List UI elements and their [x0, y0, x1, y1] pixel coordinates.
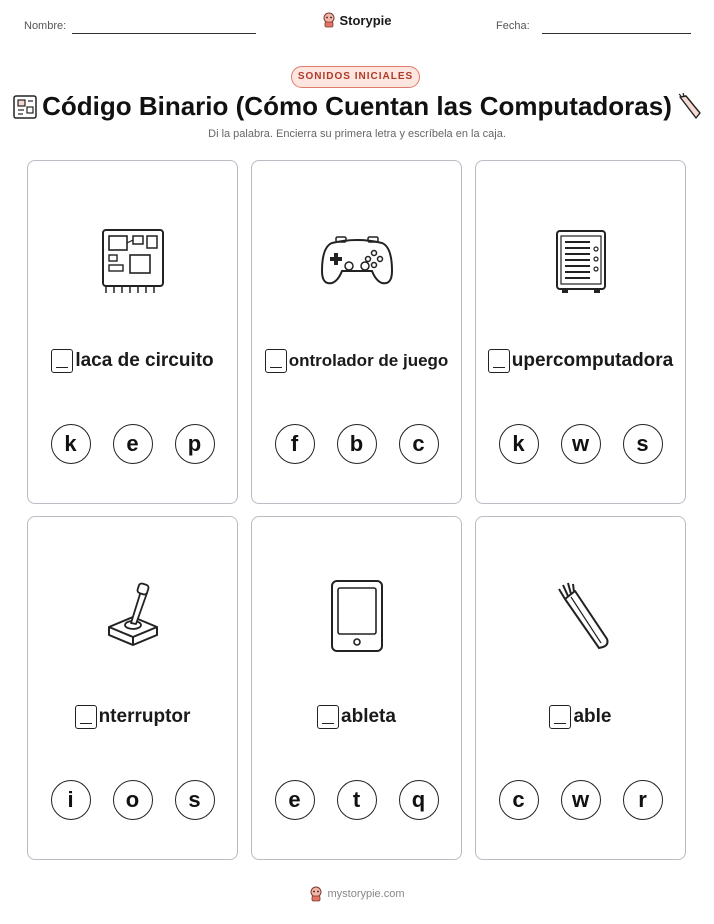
cable-icon: [549, 581, 613, 651]
answer-box[interactable]: [75, 705, 97, 729]
letter-option[interactable]: f: [275, 424, 315, 464]
footer-url[interactable]: mystorypie.com: [327, 888, 405, 900]
footer: [0, 886, 714, 902]
letter-option[interactable]: s: [623, 424, 663, 464]
date-line[interactable]: [542, 33, 691, 34]
tablet-icon: [329, 579, 385, 653]
word-ending: ontrolador de juego: [288, 351, 449, 370]
brand-name: Storypie: [339, 12, 392, 28]
answer-box[interactable]: [317, 705, 339, 729]
supercomputer-icon: [554, 229, 608, 295]
letter-option[interactable]: c: [399, 424, 439, 464]
card-illustration: [476, 229, 685, 295]
card-illustration: [28, 227, 237, 295]
storypie-mascot-icon: [309, 886, 323, 902]
letter-option[interactable]: i: [51, 780, 91, 820]
letter-option[interactable]: q: [399, 780, 439, 820]
word-card: [251, 160, 462, 504]
answer-box[interactable]: [549, 705, 571, 729]
page-title: Código Binario (Cómo Cuentan las Computadoras): [42, 91, 672, 121]
letter-option[interactable]: k: [499, 424, 539, 464]
circuit-board-icon: [100, 227, 166, 295]
letter-option[interactable]: r: [623, 780, 663, 820]
word-card: [251, 516, 462, 860]
word-card: [27, 516, 238, 860]
letter-option[interactable]: e: [275, 780, 315, 820]
card-illustration: [252, 579, 461, 653]
word-card: [475, 516, 686, 860]
date-label: Fecha:: [496, 20, 530, 32]
word-ending: nterruptor: [98, 706, 191, 727]
word-ending: upercomputadora: [511, 350, 674, 371]
game-controller-icon: [320, 233, 394, 289]
answer-box[interactable]: [51, 349, 73, 373]
brand-logo: [0, 12, 714, 28]
joystick-switch-icon: [103, 581, 163, 651]
letter-option[interactable]: o: [113, 780, 153, 820]
letter-option[interactable]: k: [51, 424, 91, 464]
letter-option[interactable]: w: [561, 780, 601, 820]
instructions: Di la palabra. Encierra su primera letra y escríbela en la caja.: [208, 128, 506, 140]
letter-option[interactable]: t: [337, 780, 377, 820]
cable-title-icon: [676, 93, 704, 121]
word-card: [475, 160, 686, 504]
name-line[interactable]: [72, 33, 256, 34]
word-ending: able: [573, 706, 612, 727]
card-illustration: [476, 581, 685, 651]
answer-box[interactable]: [488, 349, 510, 373]
letter-option[interactable]: c: [499, 780, 539, 820]
letter-option[interactable]: p: [175, 424, 215, 464]
letter-option[interactable]: b: [337, 424, 377, 464]
card-illustration: [28, 581, 237, 651]
name-label: Nombre:: [24, 20, 67, 32]
answer-box[interactable]: [265, 349, 287, 373]
category-badge: SONIDOS INICIALES: [291, 66, 420, 88]
word-ending: laca de circuito: [75, 350, 214, 371]
word-card: [27, 160, 238, 504]
letter-option[interactable]: e: [113, 424, 153, 464]
word-ending: ableta: [341, 706, 396, 727]
storypie-mascot-icon: [322, 12, 336, 28]
card-illustration: [252, 233, 461, 289]
letter-option[interactable]: w: [561, 424, 601, 464]
letter-option[interactable]: s: [175, 780, 215, 820]
